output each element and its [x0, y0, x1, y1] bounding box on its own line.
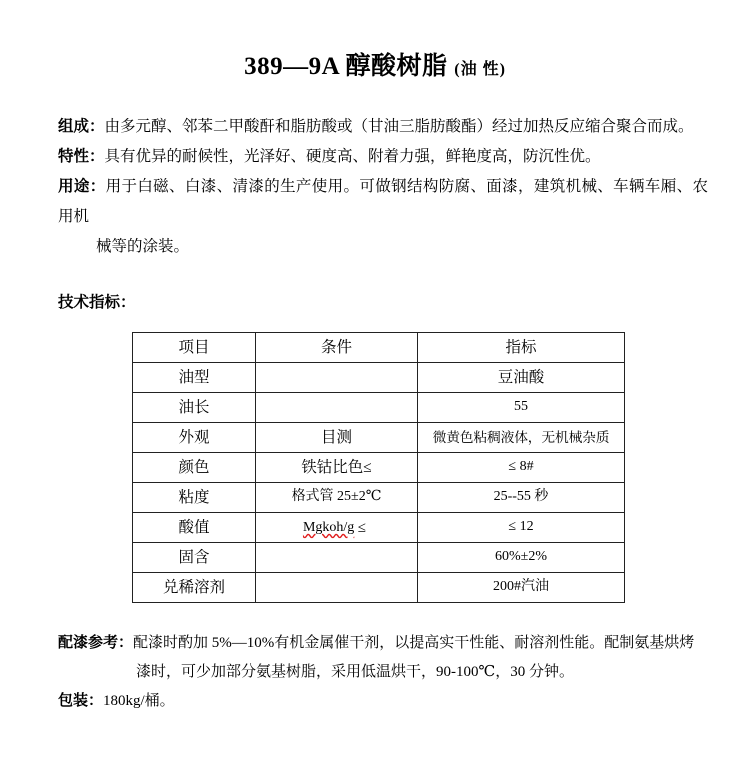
- table-row: [133, 543, 625, 573]
- usage-paragraph: [58, 172, 708, 232]
- row-item: 油长: [133, 393, 256, 423]
- packing-paragraph: [58, 687, 710, 716]
- row-condition: [256, 543, 418, 573]
- paint-reference-line1: 配漆时酌加 5%—10%有机金属催干剂，以提高实干性能、耐溶剂性能。配制氨基烘烤: [133, 635, 695, 651]
- table-header-row: [133, 333, 625, 363]
- properties-paragraph: [58, 142, 708, 172]
- page-title-sub: (油 性): [454, 61, 506, 78]
- row-condition: 格式管 25±2℃: [256, 483, 418, 513]
- row-spec: 200#汽油: [418, 573, 625, 603]
- row-spec: ≤ 12: [418, 513, 625, 543]
- header-condition: 条件: [256, 333, 418, 363]
- row-spec: 60%±2%: [418, 543, 625, 573]
- packing-label: 包装：: [58, 693, 104, 709]
- row-spec: 55: [418, 393, 625, 423]
- row-item: 兑稀溶剂: [133, 573, 256, 603]
- row-condition: [256, 513, 418, 543]
- row-item: 固含: [133, 543, 256, 573]
- page-title: [0, 0, 750, 82]
- less-equal-glyph: ≤: [357, 519, 367, 536]
- row-spec: 25--55 秒: [418, 483, 625, 513]
- composition-text: 由多元醇、邻苯二甲酸酐和脂肪酸或（甘油三脂肪酸酯）经过加热反应缩合聚合而成。: [104, 118, 694, 135]
- table-row: [133, 363, 625, 393]
- packing-text: 180kg/桶。: [103, 693, 175, 709]
- spec-table-container: [0, 318, 750, 603]
- row-item: 酸值: [133, 513, 256, 543]
- row-condition: [256, 573, 418, 603]
- table-row: [133, 393, 625, 423]
- table-row: [133, 513, 625, 543]
- page-title-main: 389—9A 醇酸树脂: [244, 53, 448, 80]
- row-condition: 铁钴比色≤: [256, 453, 418, 483]
- table-row: [133, 573, 625, 603]
- paint-reference-line2: 漆时，可少加部分氨基树脂，采用低温烘干，90-100℃，30 分钟。: [136, 664, 575, 680]
- footer-notes: [0, 603, 750, 716]
- usage-paragraph-line2: 械等的涂装。: [96, 238, 190, 255]
- spec-table: [132, 332, 625, 603]
- composition-paragraph: [58, 112, 708, 142]
- usage-text: 用于白磁、白漆、清漆的生产使用。可做钢结构防腐、面漆，建筑机械、车辆车厢、农用机: [58, 178, 708, 225]
- intro-block: [0, 112, 750, 262]
- row-item: 外观: [133, 423, 256, 453]
- header-item: 项目: [133, 333, 256, 363]
- spec-table-body: [133, 333, 625, 603]
- row-spec: 豆油酸: [418, 363, 625, 393]
- row-item: 油型: [133, 363, 256, 393]
- table-row: [133, 483, 625, 513]
- usage-label: 用途：: [58, 178, 106, 195]
- properties-text: 具有优异的耐候性，光泽好、硬度高、附着力强，鲜艳度高，防沉性优。: [104, 148, 601, 165]
- paint-reference-paragraph: [58, 629, 710, 658]
- properties-label: 特性：: [58, 148, 105, 165]
- row-spec: 微黄色粘稠液体，无机械杂质: [418, 423, 625, 453]
- composition-label: 组成：: [58, 118, 105, 135]
- row-condition: [256, 363, 418, 393]
- row-spec: ≤ 8#: [418, 453, 625, 483]
- header-spec: 指标: [418, 333, 625, 363]
- paint-reference-label: 配漆参考：: [58, 635, 134, 651]
- table-row: [133, 423, 625, 453]
- acid-value-unit: Mgkoh/g: [302, 519, 355, 535]
- row-condition: [256, 393, 418, 423]
- row-item: 粘度: [133, 483, 256, 513]
- row-item: 颜色: [133, 453, 256, 483]
- table-row: [133, 453, 625, 483]
- row-condition: 目测: [256, 423, 418, 453]
- tech-spec-heading: 技术指标：: [58, 294, 136, 311]
